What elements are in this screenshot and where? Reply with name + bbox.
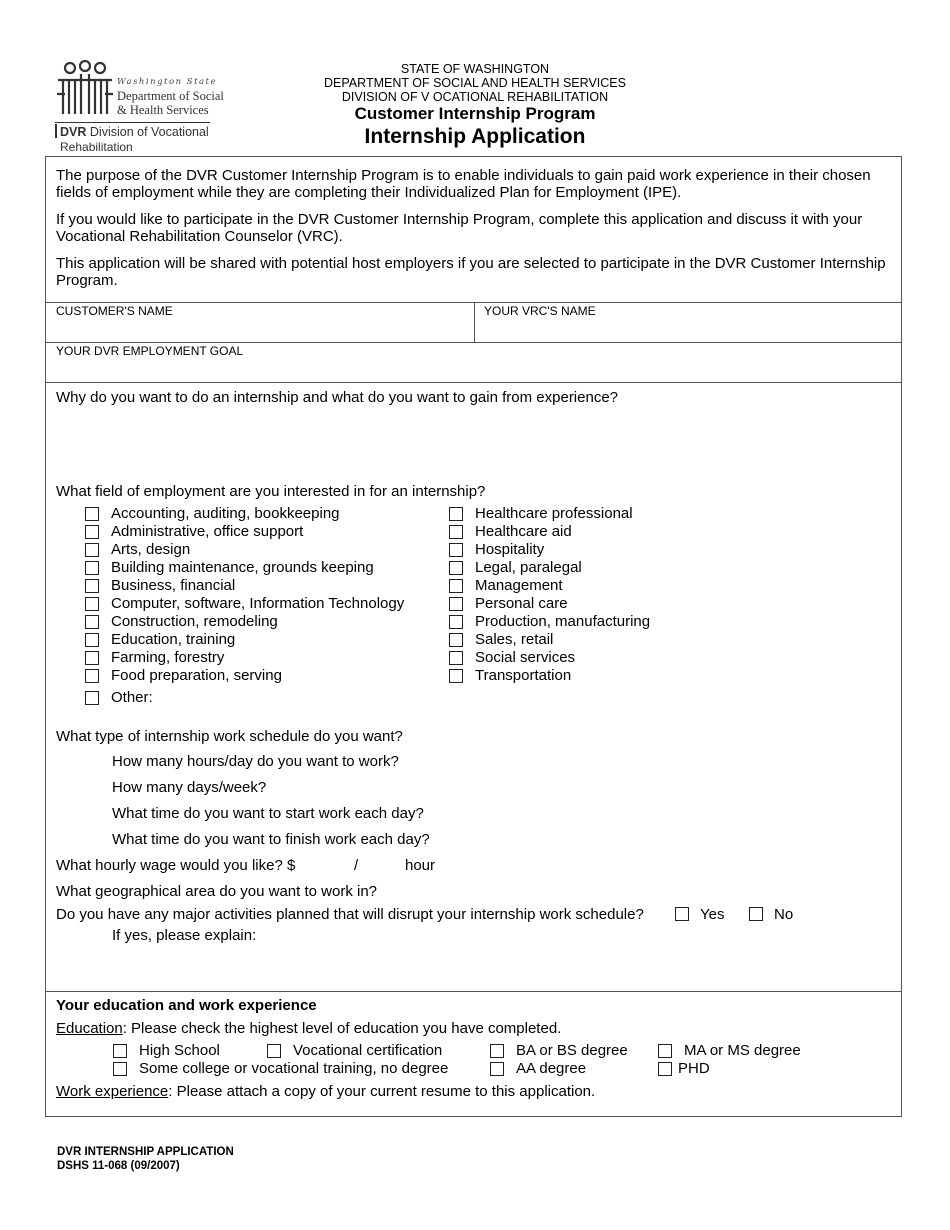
logo-line1: Washington State — [117, 77, 217, 87]
logo-dvr-text: Division of Vocational — [89, 125, 209, 139]
checkbox[interactable] — [449, 525, 463, 539]
checkbox[interactable] — [85, 691, 99, 705]
checkbox[interactable] — [267, 1044, 281, 1058]
field-option[interactable]: Sales, retail — [449, 631, 650, 649]
checkbox[interactable] — [449, 651, 463, 665]
field-option[interactable]: Social services — [449, 649, 650, 667]
customer-name-label: CUSTOMER'S NAME — [56, 304, 173, 318]
why-answer-field[interactable] — [56, 410, 894, 475]
header-division: DIVISION OF V OCATIONAL REHABILITATION — [341, 90, 609, 104]
checkbox[interactable] — [85, 543, 99, 557]
field-question: What field of employment are you interested in for an internship? — [56, 483, 486, 500]
checkbox[interactable] — [449, 507, 463, 521]
logo-line2: Department of Social — [117, 89, 224, 103]
footer-form-name: DVR INTERNSHIP APPLICATION — [57, 1146, 234, 1158]
checkbox[interactable] — [85, 561, 99, 575]
checkbox[interactable] — [85, 507, 99, 521]
checkbox[interactable] — [449, 669, 463, 683]
schedule-question: What type of internship work schedule do you want? — [56, 728, 403, 745]
explain-field[interactable] — [112, 946, 892, 986]
disrupt-no-checkbox[interactable] — [749, 907, 763, 921]
checkbox[interactable] — [658, 1062, 672, 1076]
education-instructions: Education: Please check the highest level of education you have completed. — [56, 1020, 562, 1037]
checkbox[interactable] — [449, 543, 463, 557]
edu-vocational[interactable]: Vocational certification — [267, 1042, 442, 1060]
days-week-question: How many days/week? — [112, 779, 267, 796]
field-option[interactable]: Computer, software, Information Technology — [85, 595, 404, 613]
checkbox[interactable] — [85, 597, 99, 611]
header-state: STATE OF WASHINGTON — [400, 62, 550, 76]
checkbox[interactable] — [449, 579, 463, 593]
hours-day-question: How many hours/day do you want to work? — [112, 753, 399, 770]
field-option[interactable]: Administrative, office support — [85, 523, 404, 541]
checkbox[interactable] — [85, 633, 99, 647]
vrc-name-field[interactable] — [484, 318, 894, 340]
checkbox[interactable] — [113, 1044, 127, 1058]
field-option[interactable]: Healthcare professional — [449, 505, 650, 523]
customer-name-field[interactable] — [56, 318, 466, 340]
checkbox[interactable] — [449, 561, 463, 575]
logo-dvr-text2: Rehabilitation — [60, 140, 133, 154]
area-question: What geographical area do you want to work in? — [56, 883, 378, 900]
edu-ma[interactable]: MA or MS degree — [658, 1042, 801, 1060]
intro-p1: The purpose of the DVR Customer Internship Program is to enable individuals to gain paid work experience in their chosen fields of employment while they are completing their Individualized Plan for Employment (IPE). — [56, 167, 871, 201]
field-option[interactable]: Education, training — [85, 631, 404, 649]
dshs-figures-icon — [55, 60, 115, 118]
checkbox[interactable] — [113, 1062, 127, 1076]
fields-left-list — [85, 505, 404, 707]
edu-ba[interactable]: BA or BS degree — [490, 1042, 628, 1060]
checkbox[interactable] — [449, 597, 463, 611]
disrupt-no-label: No — [774, 906, 794, 923]
checkbox[interactable] — [85, 579, 99, 593]
checkbox[interactable] — [658, 1044, 672, 1058]
checkbox[interactable] — [85, 669, 99, 683]
wage-question: What hourly wage would you like? $ — [56, 857, 296, 874]
checkbox[interactable] — [85, 525, 99, 539]
field-option-other[interactable]: Other: — [85, 689, 404, 707]
fields-right-list — [449, 505, 650, 685]
logo-dvr: DVR — [60, 125, 87, 139]
field-option[interactable]: Personal care — [449, 595, 650, 613]
start-time-question: What time do you want to start work each day? — [112, 805, 424, 822]
why-question: Why do you want to do an internship and what do you want to gain from experience? — [56, 389, 619, 406]
wage-slash: / — [354, 857, 359, 874]
checkbox[interactable] — [449, 633, 463, 647]
field-option[interactable]: Transportation — [449, 667, 650, 685]
footer-form-number: DSHS 11-068 (09/2007) — [57, 1160, 180, 1172]
work-experience-instructions: Work experience: Please attach a copy of your current resume to this application. — [56, 1083, 596, 1100]
employment-goal-label: YOUR DVR EMPLOYMENT GOAL — [56, 344, 244, 358]
field-option[interactable]: Farming, forestry — [85, 649, 404, 667]
logo-line3: & Health Services — [117, 103, 209, 117]
edu-aa[interactable]: AA degree — [490, 1060, 586, 1078]
education-label: Education — [56, 1020, 123, 1037]
field-option[interactable]: Healthcare aid — [449, 523, 650, 541]
wage-hour: hour — [405, 857, 436, 874]
field-option[interactable]: Management — [449, 577, 650, 595]
edu-some-college[interactable]: Some college or vocational training, no degree — [113, 1060, 448, 1078]
page-title: Internship Application — [364, 125, 586, 148]
field-option[interactable]: Building maintenance, grounds keeping — [85, 559, 404, 577]
field-option[interactable]: Business, financial — [85, 577, 404, 595]
intro-p3: This application will be shared with potential host employers if you are selected to participate in the DVR Customer Internship Program. — [56, 255, 886, 289]
field-option[interactable]: Hospitality — [449, 541, 650, 559]
edu-phd[interactable]: PHD — [658, 1060, 710, 1078]
intro-p2: If you would like to participate in the DVR Customer Internship Program, complete this application and discuss it with your Vocational Rehabilitation Counselor (VRC). — [56, 211, 863, 245]
footer — [57, 1145, 234, 1173]
education-heading: Your education and work experience — [56, 997, 317, 1014]
field-option[interactable]: Production, manufacturing — [449, 613, 650, 631]
header-block — [300, 62, 650, 150]
header-program: Customer Internship Program — [354, 104, 596, 123]
header-dept: DEPARTMENT OF SOCIAL AND HEALTH SERVICES — [324, 76, 626, 90]
field-option[interactable]: Food preparation, serving — [85, 667, 404, 685]
checkbox[interactable] — [85, 651, 99, 665]
field-option[interactable]: Arts, design — [85, 541, 404, 559]
explain-label: If yes, please explain: — [112, 927, 257, 944]
work-experience-label: Work experience — [56, 1083, 169, 1100]
wage-field[interactable] — [312, 855, 352, 875]
checkbox[interactable] — [449, 615, 463, 629]
checkbox[interactable] — [85, 615, 99, 629]
field-option[interactable]: Accounting, auditing, bookkeeping — [85, 505, 404, 523]
disrupt-question: Do you have any major activities planned that will disrupt your internship work schedule? — [56, 906, 644, 923]
disrupt-yes-label: Yes — [700, 906, 725, 923]
checkbox[interactable] — [490, 1044, 504, 1058]
intro-section — [56, 167, 896, 289]
field-option[interactable]: Construction, remodeling — [85, 613, 404, 631]
finish-time-question: What time do you want to finish work each day? — [112, 831, 430, 848]
edu-high-school[interactable]: High School — [113, 1042, 220, 1060]
disrupt-yes-checkbox[interactable] — [675, 907, 689, 921]
vrc-name-label: YOUR VRC'S NAME — [484, 304, 596, 318]
field-option[interactable]: Legal, paralegal — [449, 559, 650, 577]
employment-goal-field[interactable] — [56, 358, 894, 380]
checkbox[interactable] — [490, 1062, 504, 1076]
